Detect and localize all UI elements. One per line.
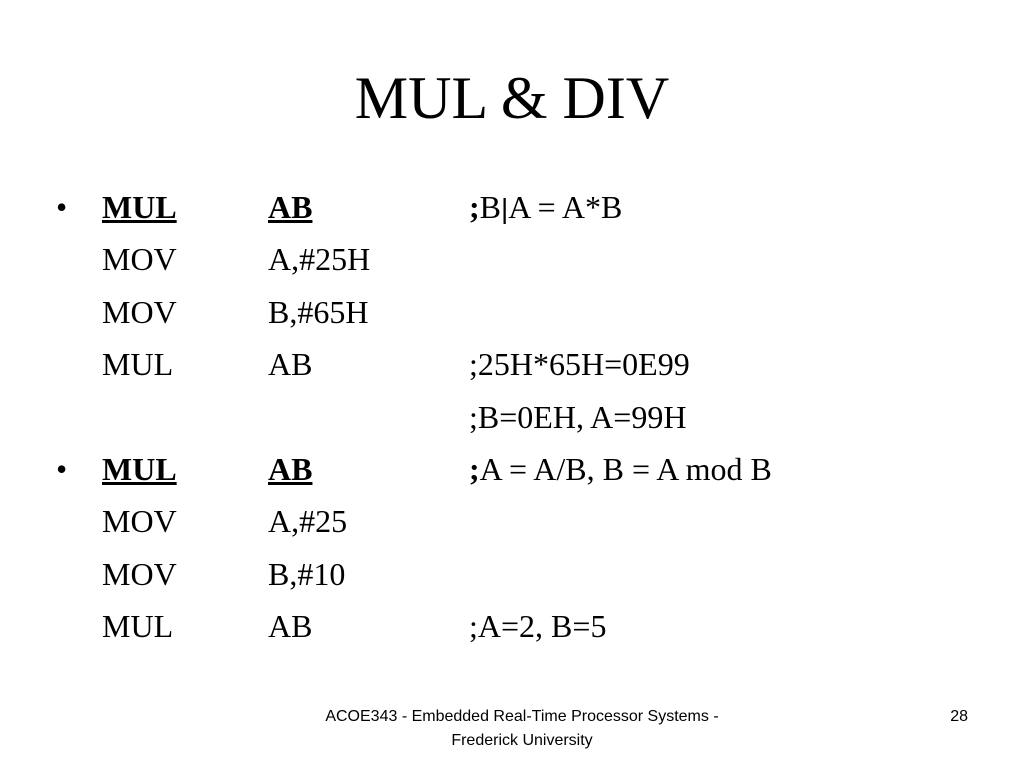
code-line-7 bbox=[56, 495, 986, 547]
instruction-comment: ;B=0EH, A=99H bbox=[469, 398, 687, 435]
code-line-5 bbox=[56, 391, 986, 443]
instruction-mnemonic: MUL bbox=[102, 189, 177, 225]
instruction-comment bbox=[469, 443, 772, 495]
comment-part-a-equation: A = A*B bbox=[508, 189, 623, 225]
code-line-2 bbox=[56, 233, 986, 285]
instruction-operand: AB bbox=[268, 189, 313, 225]
instruction-operand: A,#25H bbox=[268, 241, 371, 278]
instruction-mnemonic: MOV bbox=[102, 241, 177, 278]
bullet-marker: • bbox=[56, 450, 68, 487]
code-line-9 bbox=[56, 600, 986, 652]
comment-semicolon: ; bbox=[469, 450, 480, 487]
slide-title: MUL & DIV bbox=[354, 65, 670, 131]
instruction-comment bbox=[469, 181, 622, 235]
instruction-operand: AB bbox=[268, 450, 313, 487]
code-line-1 bbox=[56, 181, 986, 233]
instruction-mnemonic: MOV bbox=[102, 293, 177, 330]
footer-course-title: ACOE343 - Embedded Real-Time Processor Systems - bbox=[325, 708, 719, 725]
footer-institution: Frederick University bbox=[451, 732, 593, 749]
comment-text: A = A/B, B = A mod B bbox=[479, 450, 772, 487]
instruction-operand: AB bbox=[268, 346, 313, 383]
page-number: 28 bbox=[950, 708, 968, 725]
slide-content bbox=[56, 181, 986, 653]
bullet-marker: • bbox=[56, 189, 68, 225]
code-line-4 bbox=[56, 338, 986, 390]
comment-part-b-register: B bbox=[479, 189, 501, 225]
instruction-operand: A,#25 bbox=[268, 503, 348, 540]
instruction-operand: AB bbox=[268, 608, 313, 645]
code-line-6 bbox=[56, 443, 986, 495]
instruction-comment: ;A=2, B=5 bbox=[469, 608, 607, 645]
comment-bar: | bbox=[501, 193, 509, 224]
code-line-3 bbox=[56, 286, 986, 338]
slide-footer bbox=[262, 705, 782, 753]
instruction-mnemonic: MOV bbox=[102, 503, 177, 540]
instruction-mnemonic: MOV bbox=[102, 555, 177, 592]
instruction-operand: B,#10 bbox=[268, 555, 346, 592]
code-line-8 bbox=[56, 548, 986, 600]
instruction-operand: B,#65H bbox=[268, 293, 369, 330]
instruction-mnemonic: MUL bbox=[102, 346, 174, 383]
instruction-mnemonic: MUL bbox=[102, 450, 177, 487]
comment-semicolon: ; bbox=[469, 189, 480, 225]
instruction-mnemonic: MUL bbox=[102, 608, 174, 645]
instruction-comment: ;25H*65H=0E99 bbox=[469, 346, 690, 383]
